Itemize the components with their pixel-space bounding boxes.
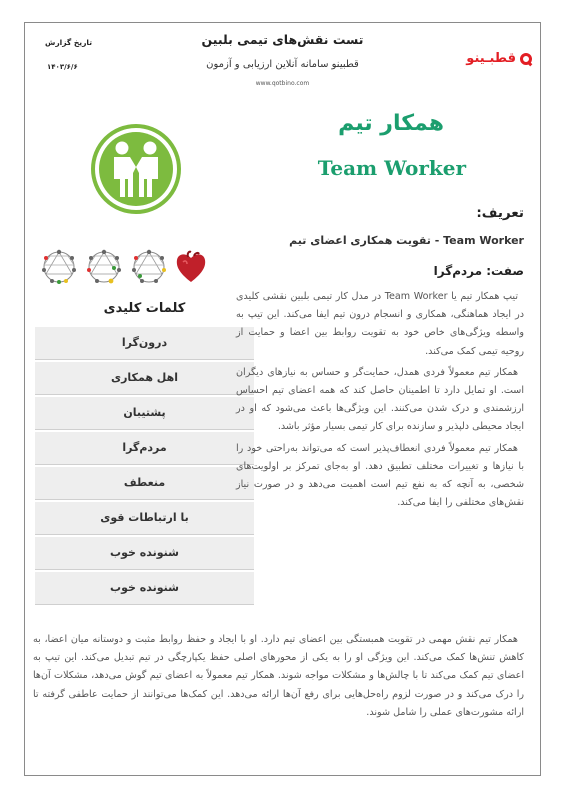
description-paragraph: همکار تیم معمولاً فردی همدل، حمایت‌گر و حساس به نیازهای دیگران است. او تمایل دارد تا اطمینان حاصل کند که همه اعضای تیم احساس ارزشمندی و درک شدن می‌کنند. این ویژگی‌ها باعث می‌شود که او در ایجاد محیطی دلپذیر و سازنده برای کار تیمی بسیار مؤثر باشد. bbox=[236, 366, 524, 433]
description-column bbox=[236, 288, 524, 515]
report-page bbox=[24, 22, 541, 776]
logo-q-icon bbox=[520, 53, 532, 65]
team-emblem-icon bbox=[90, 123, 182, 215]
keyword-item: شنونده خوب bbox=[35, 537, 254, 570]
description-paragraph: تیپ همکار تیم یا Team Worker در مدل کار تیمی بلبین نقشی کلیدی در ایجاد هماهنگی، همکاری و انسجام درون تیم ایفا می‌کند. این تیپ به واسطه ویژگی‌های خاص خود به تقویت روابط بین اعضا و حمایت از روحیه تیمی کمک می‌کند. bbox=[236, 291, 524, 357]
enneagram-icon bbox=[129, 248, 169, 286]
keyword-item: اهل همکاری bbox=[35, 362, 254, 395]
keywords-list bbox=[35, 327, 254, 607]
report-date-label: تاریخ گزارش bbox=[45, 38, 93, 47]
report-header bbox=[25, 23, 540, 95]
role-name-en: Team Worker bbox=[317, 156, 466, 180]
keyword-item: شنونده خوب bbox=[35, 572, 254, 605]
enneagram-icon bbox=[39, 248, 79, 286]
report-date: ۱۴۰۳/۶/۶ bbox=[47, 63, 78, 71]
keyword-item: منعطف bbox=[35, 467, 254, 500]
enneagram-icon bbox=[84, 248, 124, 286]
report-subtitle: قطبینو سامانه آنلاین ارزیابی و آزمون bbox=[206, 59, 359, 70]
heart-icon bbox=[174, 248, 208, 286]
description-paragraph: همکار تیم معمولاً فردی انعطاف‌پذیر است که می‌تواند به‌راحتی خود را با نیازها و تغییرات مختلف تطبیق دهد. او به‌جای تمرکز بر اولویت‌های شخصی، به آنچه که به نفع تیم است اهمیت می‌دهد و در صورت نیاز نقش‌های مختلفی را ایفا می‌کند. bbox=[236, 442, 524, 509]
keyword-item: پشتیبان bbox=[35, 397, 254, 430]
definition-text: Team Worker - تقویت همکاری اعضای تیم bbox=[289, 234, 524, 247]
logo-text: قطبـینو bbox=[466, 51, 516, 66]
trait-heading: صفت: مردم‌گرا bbox=[433, 264, 524, 278]
brand-logo[interactable] bbox=[466, 51, 532, 66]
keyword-item: مردم‌گرا bbox=[35, 432, 254, 465]
keyword-item: با ارتباطات قوی bbox=[35, 502, 254, 535]
keywords-heading: کلمات کلیدی bbox=[103, 301, 186, 316]
definition-heading: تعریف: bbox=[476, 205, 524, 221]
keyword-item: درون‌گرا bbox=[35, 327, 254, 360]
description-paragraph-full: همکار تیم نقش مهمی در تقویت همبستگی بین اعضای تیم دارد. او با ایجاد و حفظ روابط مثبت و دوستانه میان اعضا، به کاهش تنش‌ها کمک می‌کند. این ویژگی او را به یکی از محورهای اصلی حفظ یکپارچگی در تیم تبدیل می‌کند. این تیپ به اعضای تیم کمک می‌کند تا با چالش‌ها و مشکلات مواجه شوند. همکار تیم معمولاً به اعضای تیم گوش می‌دهد، مشکلات آن‌ها را درک می‌کند و در صورت لزوم راه‌حل‌هایی برای رفع آن‌ها ارائه می‌دهد. این کمک‌ها می‌توانند از حمایت عاطفی گرفته تا ارائه مشورت‌های عملی را شامل شوند. bbox=[33, 634, 524, 718]
role-name-fa: همکار تیم bbox=[338, 111, 444, 136]
site-url[interactable]: www.qotbino.com bbox=[255, 80, 310, 87]
role-icons bbox=[39, 248, 241, 286]
report-title: تست نقش‌های تیمی بلبین bbox=[201, 32, 364, 47]
